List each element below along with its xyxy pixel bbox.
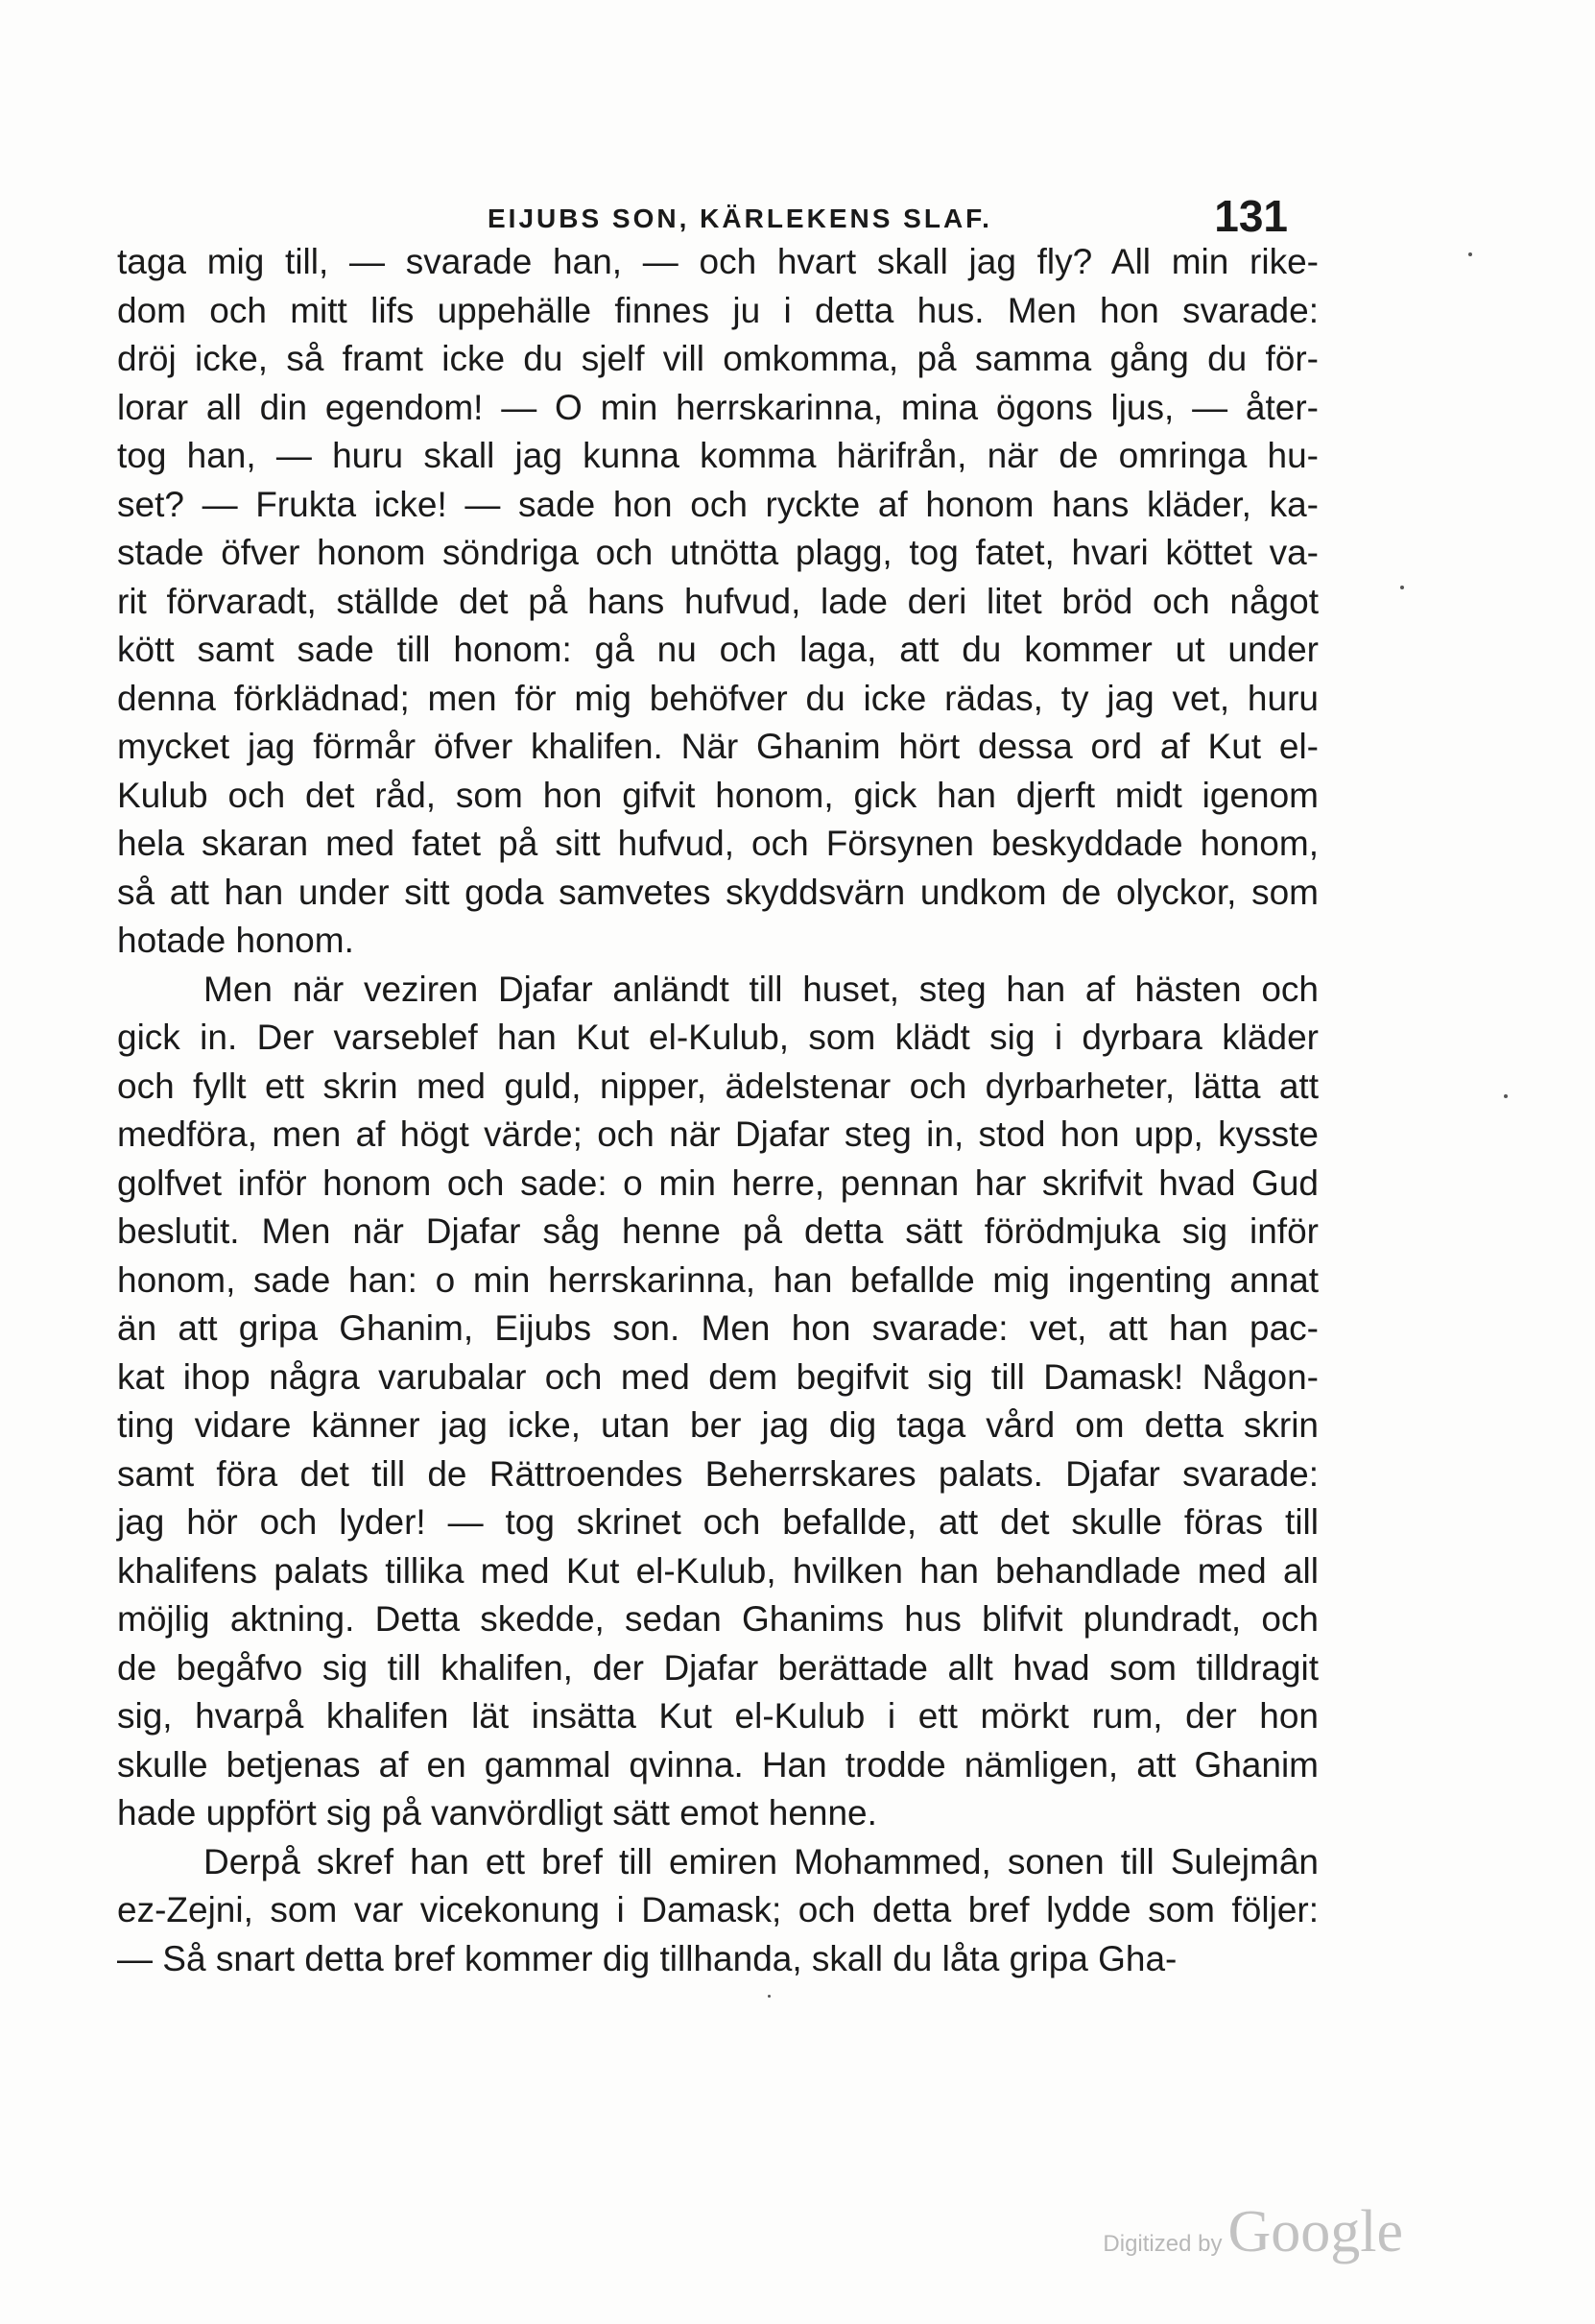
text-line-content: hade uppfört sig på vanvördligt sätt emot henne. — [117, 1793, 877, 1833]
text-line-content: sig, hvarpå khalifen lät insätta Kut el-Kulub i ett mörkt rum, der hon — [117, 1696, 1319, 1736]
text-line — [117, 1692, 1319, 1741]
text-line-content: Kulub och det råd, som hon gifvit honom, gick han djerft midt igenom — [117, 775, 1319, 815]
watermark-prefix: Digitized by — [1103, 2231, 1223, 2257]
text-line-content: gick in. Der varseblef han Kut el-Kulub, som klädt sig i dyrbara kläder — [117, 1018, 1319, 1057]
text-line — [117, 772, 1319, 821]
text-line — [117, 1160, 1319, 1209]
text-line-content: skulle betjenas af en gammal qvinna. Han trodde nämligen, att Ghanim — [117, 1744, 1319, 1785]
text-line — [117, 966, 1319, 1015]
text-line — [117, 529, 1319, 578]
text-line-content: stade öfver honom söndriga och utnötta plagg, tog fatet, hvari köttet va- — [117, 533, 1319, 572]
margin-speck — [1400, 586, 1404, 589]
text-line-content: kött samt sade till honom: gå nu och laga, att du kommer ut under — [117, 630, 1319, 669]
text-line-content: jag hör och lyder! — tog skrinet och befallde, att det skulle föras till — [117, 1502, 1319, 1542]
text-line — [117, 1741, 1319, 1790]
text-line-content: rit förvaradt, ställde det på hans hufvud, lade deri litet bröd och något — [117, 581, 1319, 621]
margin-speck — [1504, 1094, 1508, 1098]
text-line-content: mycket jag förmår öfver khalifen. När Ghanim hört dessa ord af Kut el- — [117, 727, 1319, 766]
text-line-content: Derpå skref han ett bref till emiren Mohammed, sonen till Sulejmân — [203, 1841, 1319, 1881]
text-line-content: dom och mitt lifs uppehälle finnes ju i detta hus. Men hon svarade: — [117, 290, 1319, 330]
text-line — [117, 1450, 1319, 1499]
text-line-content: kat ihop några varubalar och med dem begifvit sig till Damask! Någon- — [117, 1356, 1319, 1397]
text-line-content: dröj icke, så framt icke du sjelf vill omkomma, på samma gång du för- — [117, 339, 1319, 378]
text-line — [117, 1789, 1319, 1838]
running-title: EIJUBS SON, KÄRLEKENS SLAF. — [488, 204, 992, 233]
text-line-content: taga mig till, — svarade han, — och hvart skall jag fly? All min rike- — [117, 242, 1319, 281]
text-line — [117, 1063, 1319, 1112]
text-line — [117, 1111, 1319, 1160]
text-line — [117, 1014, 1319, 1063]
text-line — [117, 1208, 1319, 1257]
text-line-content: khalifens palats tillika med Kut el-Kulub, hvilken han behandlade med all — [117, 1550, 1319, 1591]
margin-speck — [1468, 252, 1472, 256]
text-line — [117, 578, 1319, 627]
text-line-content: hotade honom. — [117, 921, 354, 960]
text-line-content: så att han under sitt goda samvetes skyddsvärn undkom de olyckor, som — [117, 872, 1319, 912]
text-line-content: beslutit. Men när Djafar såg henne på detta sätt förödmjuka sig inför — [117, 1211, 1319, 1251]
text-line-content: honom, sade han: o min herrskarinna, han befallde mig ingenting annat — [117, 1259, 1319, 1300]
text-line — [117, 723, 1319, 772]
text-line-content: ting vidare känner jag icke, utan ber jag dig taga vård om detta skrin — [117, 1405, 1319, 1445]
text-line-content: och fyllt ett skrin med guld, nipper, ädelstenar och dyrbarheter, lätta att — [117, 1066, 1319, 1106]
text-line — [117, 1595, 1319, 1644]
text-line — [117, 869, 1319, 918]
margin-speck — [768, 1995, 771, 1998]
text-line — [117, 1886, 1319, 1935]
text-line-content: medföra, men af högt värde; och när Djafar steg in, stod hon upp, kysste — [117, 1114, 1319, 1154]
text-line-content: tog han, — huru skall jag kunna komma härifrån, när de omringa hu- — [117, 436, 1319, 475]
text-line — [117, 432, 1319, 481]
text-line — [117, 1644, 1319, 1693]
text-line — [117, 335, 1319, 384]
text-line-content: än att gripa Ghanim, Eijubs son. Men hon svarade: vet, att han pac- — [117, 1308, 1319, 1348]
text-line-content: Men när veziren Djafar anländt till huset, steg han af hästen och — [203, 969, 1319, 1009]
text-line — [117, 1935, 1319, 1984]
page-number: 131 — [1214, 191, 1288, 241]
text-line — [117, 287, 1319, 336]
text-line — [117, 917, 1319, 966]
text-line-content: samt föra det till de Rättroendes Beherrskares palats. Djafar svarade: — [117, 1453, 1319, 1494]
text-line — [117, 1402, 1319, 1450]
text-line-content: lorar all din egendom! — O min herrskarinna, mina ögons ljus, — åter- — [117, 387, 1319, 427]
text-line — [117, 1838, 1319, 1887]
text-line — [117, 675, 1319, 724]
text-line — [117, 626, 1319, 675]
text-line-content: möjlig aktning. Detta skedde, sedan Ghanims hus blifvit plundradt, och — [117, 1599, 1319, 1639]
text-line-content: hela skaran med fatet på sitt hufvud, och Försynen beskyddade honom, — [117, 824, 1319, 863]
text-line-content: golfvet inför honom och sade: o min herre, pennan har skrifvit hvad Gud — [117, 1162, 1319, 1203]
text-line — [117, 1547, 1319, 1596]
text-line — [117, 481, 1319, 530]
text-line — [117, 1354, 1319, 1402]
text-line-content: set? — Frukta icke! — sade hon och ryckte af honom hans kläder, ka- — [117, 484, 1319, 524]
google-logo: Google — [1227, 2199, 1403, 2264]
text-line — [117, 1305, 1319, 1354]
text-line — [117, 384, 1319, 433]
text-line-content: de begåfvo sig till khalifen, der Djafar berättade allt hvad som tilldragit — [117, 1647, 1319, 1688]
digitized-watermark — [1103, 2198, 1403, 2266]
text-line — [117, 1498, 1319, 1547]
text-line-content: denna förklädnad; men för mig behöfver du icke rädas, ty jag vet, huru — [117, 678, 1319, 718]
text-line-content: ez-Zejni, som var vicekonung i Damask; och detta bref lydde som följer: — [117, 1890, 1319, 1929]
text-line — [117, 238, 1319, 287]
text-line — [117, 1257, 1319, 1306]
text-line-content: — Så snart detta bref kommer dig tillhanda, skall du låta gripa Gha- — [117, 1938, 1178, 1978]
text-line — [117, 820, 1319, 869]
body-text — [117, 238, 1319, 1983]
